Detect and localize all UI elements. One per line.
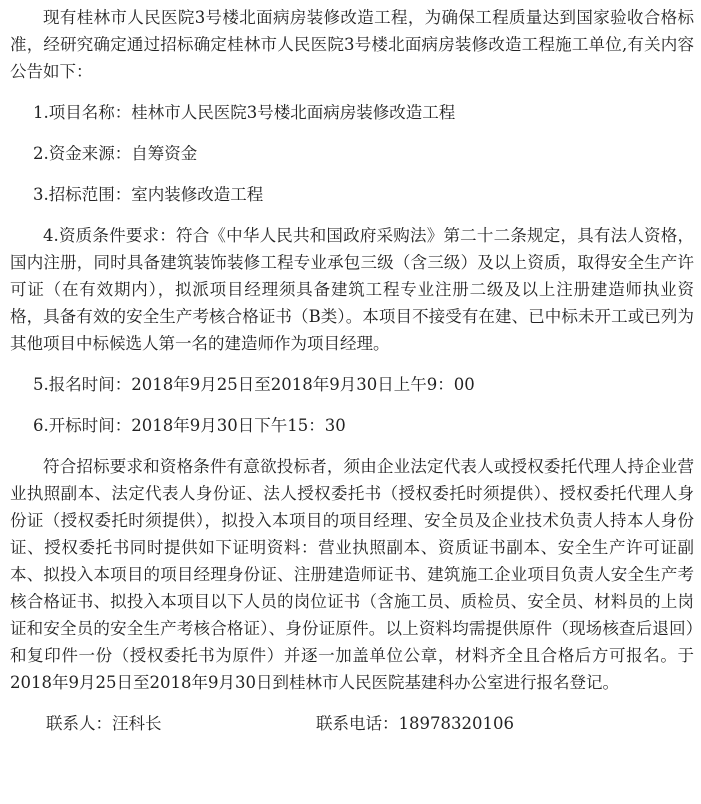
item-qualification-requirements: 4.资质条件要求：符合《中华人民共和国政府采购法》第二十二条规定，具有法人资格，国内注册，同时具备建筑装饰装修工程专业承包三级（含三级）及以上资质，取得安全生产许可证（在有效期内），拟派项目经理须具备建筑工程专业注册二级及以上注册建造师执业资格，具备有效的安全生产考核合格证书（B类）。本项目不接受有在建、已中标未开工或已列为其他项目中标候选人第一名的建造师作为项目经理。 xyxy=(10,226,694,353)
contact-line xyxy=(10,710,694,737)
intro-paragraph: 现有桂林市人民医院3号楼北面病房装修改造工程，为确保工程质量达到国家验收合格标准，经研究确定通过招标确定桂林市人民医院3号楼北面病房装修改造工程施工单位,有关内容公告如下： xyxy=(10,8,694,81)
item-project-name: 1.项目名称：桂林市人民医院3号楼北面病房装修改造工程 xyxy=(33,103,456,122)
contact-phone: 联系电话：18978320106 xyxy=(316,714,514,733)
requirements-paragraph: 符合招标要求和资格条件有意欲投标者，须由企业法定代表人或授权委托代理人持企业营业执照副本、法定代表人身份证、法人授权委托书（授权委托时须提供）、授权委托代理人身份证（授权委托时须提供），拟投入本项目的项目经理、安全员及企业技术负责人持本人身份证、授权委托书同时提供如下证明资料：营业执照副本、资质证书副本、安全生产许可证副本、拟投入本项目的项目经理身份证、注册建造师证书、建筑施工企业项目负责人安全生产考核合格证书、拟投入本项目以下人员的岗位证书（含施工员、质检员、安全员、材料员的上岗证和安全员的安全生产考核合格证）、身份证原件。以上资料均需提供原件（现场核查后退回）和复印件一份（授权委托书为原件）并逐一加盖单位公章，材料齐全且合格后方可报名。于2018年9月25日至2018年9月30日到桂林市人民医院基建科办公室进行报名登记。 xyxy=(10,457,694,692)
contact-person: 联系人：汪科长 xyxy=(46,714,162,733)
item-registration-time: 5.报名时间：2018年9月25日至2018年9月30日上午9：00 xyxy=(33,375,475,394)
item-funding-source: 2.资金来源：自筹资金 xyxy=(33,144,198,163)
announcement-document xyxy=(10,0,694,737)
item-tender-scope: 3.招标范围：室内装修改造工程 xyxy=(33,185,264,204)
item-bid-opening-time: 6.开标时间：2018年9月30日下午15：30 xyxy=(33,416,346,435)
